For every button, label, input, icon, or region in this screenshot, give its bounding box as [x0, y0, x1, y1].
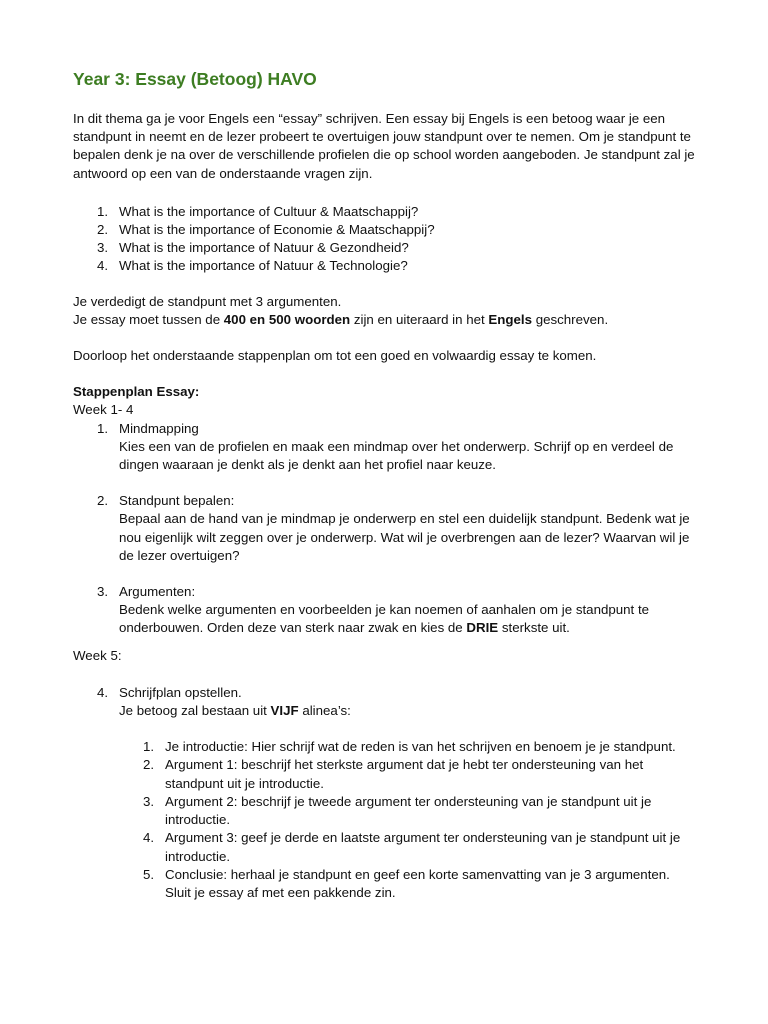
- step-body-text: Je betoog zal bestaan uit: [119, 703, 271, 719]
- language-emphasis: Engels: [488, 311, 532, 327]
- paragraph-item: [73, 756, 698, 792]
- question-text: What is the importance of Natuur & Gezondheid?: [119, 240, 409, 256]
- length-text: zijn en uiteraard in het: [350, 311, 489, 327]
- paragraph-text: Je introductie: Hier schrijf wat de reden is van het schrijven en benoem je je standpunt.: [165, 739, 676, 755]
- paragraph-item: [73, 793, 698, 829]
- paragraph-item: [73, 829, 698, 865]
- step-list: [73, 684, 698, 720]
- list-number: 1.: [143, 739, 155, 755]
- question-item: [73, 257, 698, 275]
- step-item: [73, 420, 698, 475]
- intro-paragraph: In dit thema ga je voor Engels een “essay” schrijven. Een essay bij Engels is een betoog waar je een standpunt in neemt en de lezer probeert te overtuigen jouw standpunt over te nemen. Om je standpunt te bepalen denk je na over de verschillende profielen die op school worden aangeboden. Je standpunt zal je antwoord op een van de onderstaande vragen zijn.: [73, 111, 695, 181]
- question-item: [73, 221, 698, 239]
- length-line: [73, 311, 698, 329]
- step-body-text: alinea’s:: [298, 703, 351, 719]
- step-body: Kies een van de profielen en maak een mindmap over het onderwerp. Schrijf op en verdeel de dingen waaraan je denkt als je denkt aan het profiel naar keuze.: [119, 438, 674, 473]
- week-label: Week 5:: [73, 647, 122, 663]
- list-number: 4.: [97, 258, 109, 274]
- list-number: 5.: [143, 866, 155, 882]
- list-number: 2.: [143, 757, 155, 773]
- defend-line: Je verdedigt de standpunt met 3 argumenten.: [73, 293, 342, 309]
- list-number: 3.: [97, 584, 109, 600]
- step-item: [73, 583, 698, 638]
- process-paragraph: Doorloop het onderstaande stappenplan om tot een goed en volwaardig essay te komen.: [73, 348, 597, 364]
- question-text: What is the importance of Economie & Maatschappij?: [119, 222, 435, 238]
- step-title: Argumenten:: [119, 584, 196, 600]
- step-emphasis: DRIE: [466, 620, 499, 636]
- question-list: [73, 203, 698, 276]
- list-number: 1.: [97, 420, 109, 436]
- list-number: 4.: [143, 830, 155, 846]
- paragraph-text: Argument 3: geef je derde en laatste argument ter ondersteuning van je standpunt uit je introductie.: [165, 830, 681, 864]
- list-number: 1.: [97, 203, 109, 219]
- paragraph-plan-list: [73, 738, 698, 902]
- list-number: 3.: [143, 793, 155, 809]
- list-number: 2.: [97, 493, 109, 509]
- list-number: 3.: [97, 240, 109, 256]
- plan-heading: Stappenplan Essay:: [73, 384, 200, 400]
- list-number: 4.: [97, 684, 109, 700]
- paragraph-text: Conclusie: herhaal je standpunt en geef een korte samenvatting van je 3 argumenten.: [165, 866, 670, 882]
- document-title: Year 3: Essay (Betoog) HAVO: [73, 69, 317, 89]
- requirements-block: [73, 293, 698, 329]
- question-text: What is the importance of Cultuur & Maatschappij?: [119, 203, 419, 219]
- question-item: [73, 203, 698, 221]
- paragraph-item: [73, 866, 698, 902]
- step-body: [119, 601, 698, 637]
- paragraph-text: Argument 1: beschrijf het sterkste argument dat je hebt ter ondersteuning van het standpunt uit je introductie.: [165, 757, 644, 791]
- paragraph-text: Argument 2: beschrijf je tweede argument ter ondersteuning van je standpunt uit je introductie.: [165, 793, 652, 828]
- step-body: Bepaal aan de hand van je mindmap je onderwerp en stel een duidelijk standpunt. Bedenk wat je nou eigenlijk wilt zeggen over je onderwerp. Wat wil je overbrengen aan de lezer? Waarvan wil je de lezer overtuigen?: [119, 511, 690, 563]
- step-body-text: Bedenk welke argumenten en voorbeelden je kan noemen of aanhalen om je standpunt te onderbouwen. Orden deze van sterk naar zwak en kies de: [119, 602, 650, 636]
- length-text: Je essay moet tussen de: [73, 311, 224, 327]
- step-body-text: sterkste uit.: [498, 620, 570, 636]
- step-title: Mindmapping: [119, 420, 199, 436]
- word-count-emphasis: 400 en 500 woorden: [223, 311, 351, 327]
- step-title: Standpunt bepalen:: [119, 493, 235, 509]
- paragraph-item: [73, 738, 698, 756]
- list-number: 2.: [97, 222, 109, 238]
- step-emphasis: VIJF: [270, 703, 299, 719]
- week-label: Week 1- 4: [73, 402, 134, 418]
- step-item: [73, 492, 698, 565]
- step-title: Schrijfplan opstellen.: [119, 684, 242, 700]
- length-text: geschreven.: [532, 311, 609, 327]
- step-body: [119, 702, 698, 720]
- step-item: [73, 684, 698, 720]
- step-list: [73, 420, 698, 638]
- question-item: [73, 239, 698, 257]
- question-text: What is the importance of Natuur & Technologie?: [119, 258, 408, 274]
- paragraph-extra: Sluit je essay af met een pakkende zin.: [165, 884, 396, 900]
